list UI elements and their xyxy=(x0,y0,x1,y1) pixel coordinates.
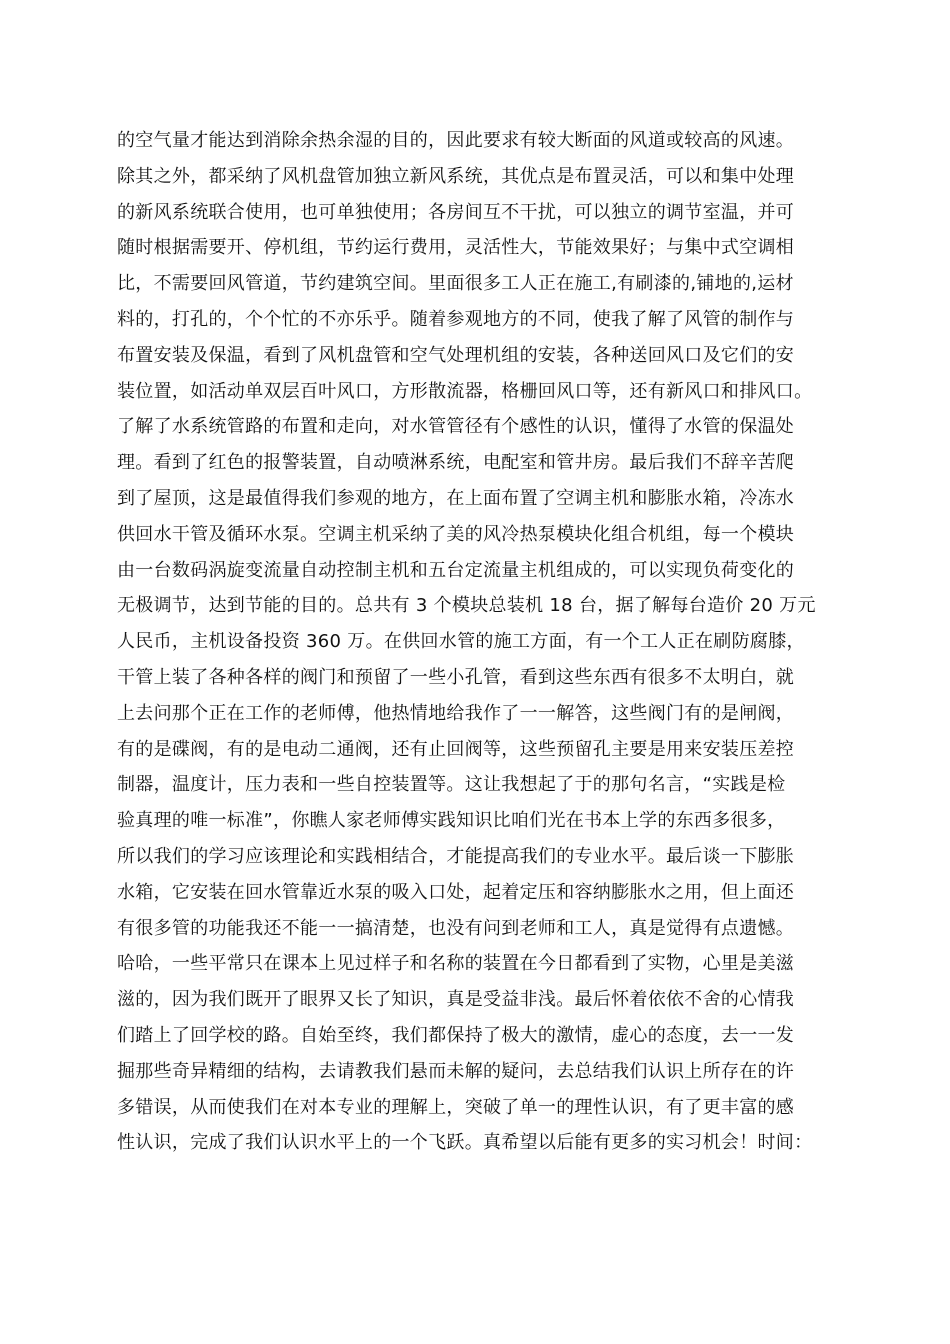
text-line: 布置安装及保温，看到了风机盘管和空气处理机组的安装，各种送回风口及它们的安 xyxy=(117,344,795,366)
text-line: 了解了水系统管路的布置和走向，对水管管径有个感性的认识，懂得了水管的保温处 xyxy=(117,416,795,438)
text-line: 理。看到了红色的报警装置，自动喷淋系统，电配室和管井房。最后我们不辞辛苦爬 xyxy=(117,452,795,474)
text-line: 由一台数码涡旋变流量自动控制主机和五台定流量主机组成的，可以实现负荷变化的 xyxy=(117,559,795,581)
text-line: 所以我们的学习应该理论和实践相结合，才能提高我们的专业水平。最后谈一下膨胀 xyxy=(117,845,795,867)
text-line: 随时根据需要开、停机组，节约运行费用，灵活性大，节能效果好；与集中式空调相 xyxy=(117,237,795,259)
text-line: 比，不需要回风管道，节约建筑空间。里面很多工人正在施工,有刷漆的,铺地的,运材 xyxy=(117,273,794,295)
text-line: 上去问那个正在工作的老师傅，他热情地给我作了一一解答，这些阀门有的是闸阀， xyxy=(117,702,795,724)
text-line: 的空气量才能达到消除余热余湿的目的，因此要求有较大断面的风道或较高的风速。 xyxy=(117,130,795,151)
text-line: 除其之外，都采纳了风机盘管加独立新风系统，其优点是布置灵活，可以和集中处理 xyxy=(117,165,795,187)
text-line: 验真理的唯一标准”，你瞧人家老师傅实践知识比咱们光在书本上学的东西多很多， xyxy=(117,810,786,832)
text-line: 无极调节，达到节能的目的。总共有 3 个模块总装机 18 台，据了解每台造价 20 万元 xyxy=(117,595,816,617)
text-line: 有很多管的功能我还不能一一搞清楚，也没有问到老师和工人，真是觉得有点遗憾。 xyxy=(117,917,795,939)
text-line: 到了屋顶，这是最值得我们参观的地方，在上面布置了空调主机和膨胀水箱，冷冻水 xyxy=(117,487,795,509)
text-line: 制器，温度计，压力表和一些自控装置等。这让我想起了于的那句名言，“实践是检 xyxy=(117,774,786,796)
text-line: 人民币，主机设备投资 360 万。在供回水管的施工方面，有一个工人正在刷防腐膝， xyxy=(117,631,805,653)
text-line: 多错误，从而使我们在对本专业的理解上，突破了单一的理性认识，有了更丰富的感 xyxy=(117,1096,795,1118)
text-line: 哈哈，一些平常只在课本上见过样子和名称的装置在今日都看到了实物，心里是美滋 xyxy=(117,953,795,975)
text-line: 性认识，完成了我们认识水平上的一个飞跃。真希望以后能有更多的实习机会！时间： xyxy=(117,1132,813,1154)
text-line: 有的是碟阀，有的是电动二通阀，还有止回阀等，这些预留孔主要是用来安装压差控 xyxy=(117,738,795,760)
text-line: 的新风系统联合使用，也可单独使用；各房间互不干扰，可以独立的调节室温，并可 xyxy=(117,201,795,223)
body-text xyxy=(117,123,857,1161)
text-line: 料的，打孔的，个个忙的不亦乐乎。随着参观地方的不同，使我了解了风管的制作与 xyxy=(117,308,795,330)
text-line: 干管上装了各种各样的阀门和预留了一些小孔管，看到这些东西有很多不太明白，就 xyxy=(117,666,795,688)
text-line: 装位置，如活动单双层百叶风口，方形散流器，格栅回风口等，还有新风口和排风口。 xyxy=(117,380,813,402)
text-line: 供回水干管及循环水泵。空调主机采纳了美的风冷热泵模块化组合机组，每一个模块 xyxy=(117,523,795,545)
text-line: 滋的，因为我们既开了眼界又长了知识，真是受益非浅。最后怀着依依不舍的心情我 xyxy=(117,989,795,1011)
text-line: 们踏上了回学校的路。自始至终，我们都保持了极大的激情，虚心的态度，去一一发 xyxy=(117,1024,795,1046)
text-line: 掘那些奇异精细的结构，去请教我们悬而未解的疑问，去总结我们认识上所存在的许 xyxy=(117,1060,795,1082)
text-line: 水箱，它安装在回水管靠近水泵的吸入口处，起着定压和容纳膨胀水之用，但上面还 xyxy=(117,881,795,903)
